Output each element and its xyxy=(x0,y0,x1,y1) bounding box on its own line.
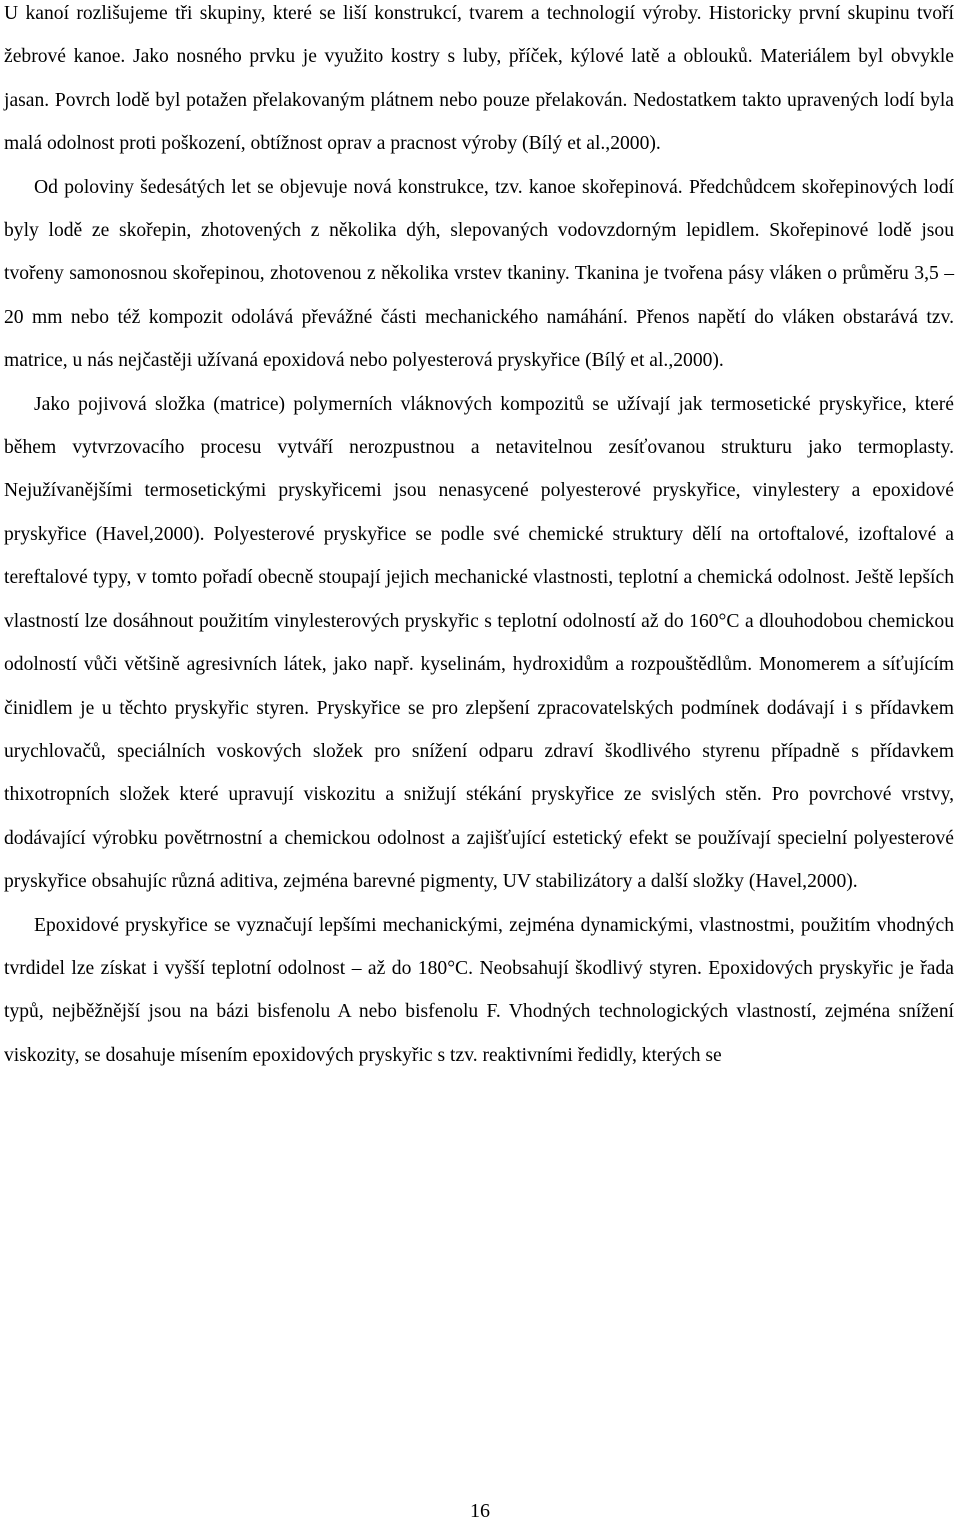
page-number: 16 xyxy=(470,1500,490,1522)
document-body xyxy=(4,0,954,1077)
paragraph-epoxy-resins: Epoxidové pryskyřice se vyznačují lepšími mechanickými, zejména dynamickými, vlastnostmi, použitím vhodných tvrdidel lze získat i vyšší teplotní odolnost – až do 180°C. Neobsahují škodlivý styren. Epoxidových pryskyřic je řada typů, nejběžnější jsou na bázi bisfenolu A nebo bisfenolu F. Vhodných technologických vlastností, zejména snížení viskozity, se dosahuje mísením epoxidových pryskyřic s tzv. reaktivními ředidly, kterých se xyxy=(4,914,954,1066)
paragraph-matrix-resins: Jako pojivová složka (matrice) polymerních vláknových kompozitů se užívají jak termosetické pryskyřice, které během vytvrzovacího procesu vytváří nerozpustnou a netavitelnou zesíťovanou strukturu jako termoplasty. Nejužívanějšími termosetickými pryskyřicemi jsou nenasycené polyesterové pryskyřice, vinylestery a epoxidové pryskyřice (Havel,2000). Polyesterové pryskyřice se podle své chemické struktury dělí na ortoftalové, izoftalové a tereftalové typy, v tomto pořadí obecně stoupají jejich mechanické vlastnosti, teplotní a chemická odolnost. Ještě lepších vlastností lze dosáhnout použitím vinylesterových pryskyřic s teplotní odolností až do 160°C a dlouhodobou chemickou odolností vůči většině agresivních látek, jako např. kyselinám, hydroxidům a rozpouštědlům. Monomerem a síťujícím činidlem je u těchto pryskyřic styren. Pryskyřice se pro zlepšení zpracovatelských podmínek dodávají i s přídavkem urychlovačů, speciálních voskových složek pro snížení odparu zdraví škodlivého styrenu případně s přídavkem thixotropních složek které upravují viskozitu a snižují stékání pryskyřice ze svislých stěn. Pro povrchové vrstvy, dodávající výrobku povětrnostní a chemickou odolnost a zajišťující estetický efekt se používají specielní polyesterové pryskyřice obsahujíc různá aditiva, zejména barevné pigmenty, UV stabilizátory a další složky (Havel,2000). xyxy=(4,393,954,893)
paragraph-canoe-groups: U kanoí rozlišujeme tři skupiny, které se liší konstrukcí, tvarem a technologií výroby. Historicky první skupinu tvoří žebrové kanoe. Jako nosného prvku je využito kostry s luby, příček, kýlové latě a oblouků. Materiálem byl obvykle jasan. Povrch lodě byl potažen přelakovaným plátnem nebo pouze přelakován. Nedostatkem takto upravených lodí byla malá odolnost proti poškození, obtížnost oprav a pracnost výroby (Bílý et al.,2000). xyxy=(4,3,954,155)
paragraph-shell-construction: Od poloviny šedesátých let se objevuje nová konstrukce, tzv. kanoe skořepinová. Předchůdcem skořepinových lodí byly lodě ze skořepin, zhotovených z několika dýh, slepovaných vodovzdorným lepidlem. Skořepinové lodě jsou tvořeny samonosnou skořepinou, zhotovenou z několika vrstev tkaniny. Tkanina je tvořena pásy vláken o průměru 3,5 – 20 mm nebo též kompozit odolává převážné části mechanického namáhání. Přenos napětí do vláken obstarává tzv. matrice, u nás nejčastěji užívaná epoxidová nebo polyesterová pryskyřice (Bílý et al.,2000). xyxy=(4,176,954,372)
